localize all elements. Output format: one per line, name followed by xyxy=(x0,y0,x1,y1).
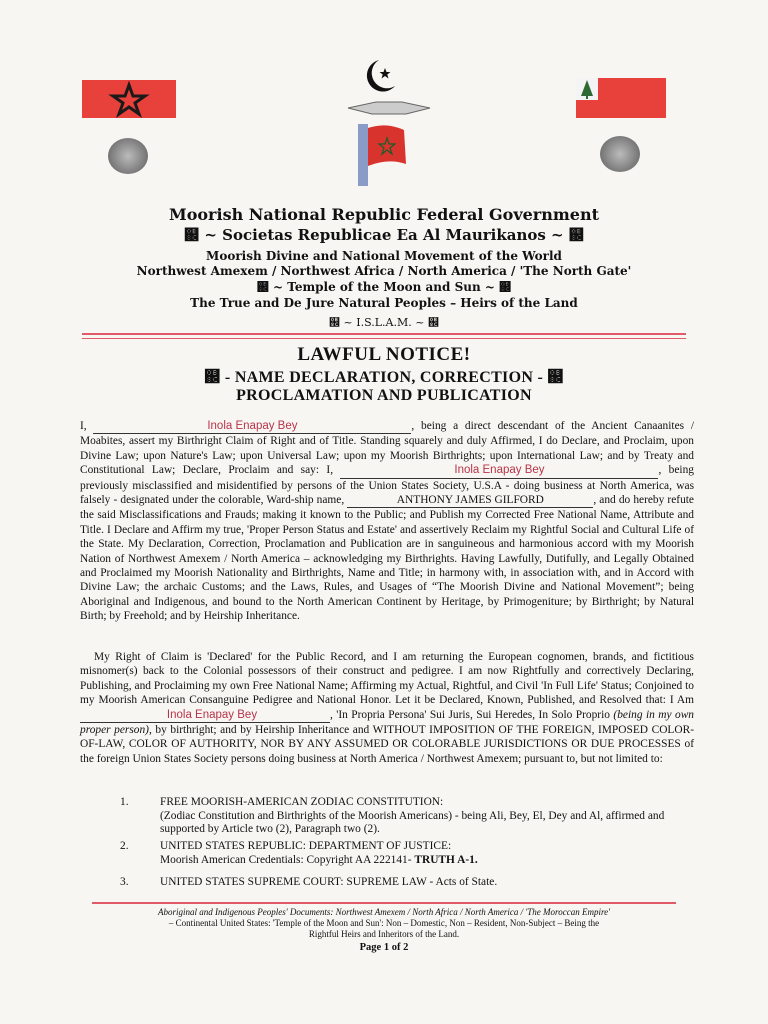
handshake-icon xyxy=(346,96,432,118)
list-heading: UNITED STATES SUPREME COURT: SUPREME LAW - Acts of State. xyxy=(160,876,498,888)
moroccan-flag-left xyxy=(82,80,176,118)
seal-right-icon xyxy=(600,136,640,172)
footer-divider xyxy=(92,902,676,904)
pine-tree-icon xyxy=(576,78,598,100)
text: I, xyxy=(326,464,334,477)
text: I, xyxy=(80,420,87,432)
header-line-3: Moorish Divine and National Movement of the World xyxy=(206,249,562,263)
notice-subtitle-2: PROCLAMATION AND PUBLICATION xyxy=(236,387,532,404)
header-divider-thin xyxy=(82,338,686,339)
header-line-1: Moorish National Republic Federal Government xyxy=(169,205,599,224)
footer-line-3 xyxy=(0,929,768,940)
text: , being previously misclassified and misidentified by persons of the Union States Society, U.S.A - doing business at North America, was falsely - designated under the colorable, Ward-ship name, xyxy=(80,464,694,507)
text: , and do hereby refute the said Misclassifications and Frauds; making it known to the Public; and Publish my Corrected Free National Name, Attribute and Title. I Declare and Affirm my true, 'Proper Person Status and Estate' and assertively Reclaim my Rightful Social and Cultural Life of the State. My Declaration, Correction, Proclamation and Publication are in sanguineous and harmonious accord with my Moorish Nation of Northwest Amexem / North America – acknowledging my Birthrights. Having Lawfully, Dutifully, and Legally Obtained and Proclaimed my Moorish Nationality and Birthrights, Name and Title; in harmony with, in association with, and in Accord with Divine Law; the archaic Customs; and the Laws, Rules, and Usages of “The Moorish Divine and National Movement”; being Aboriginal and Indigenous, and bound to the North American Continent by Heritage, by Primogeniture; by Birthright; by Natural Birth; by Freehold; and by Heirship Inheritance. xyxy=(80,494,694,623)
bold-text: TRUTH A-1. xyxy=(414,853,478,866)
list-detail: (Zodiac Constitution and Birthrights of the Moorish Americans) - being Ali, Bey, El, Dey and Al, affirmed and supported by Article two (2), Paragraph two (2). xyxy=(160,809,665,835)
filled-name-field: Inola Enapay Bey xyxy=(340,463,658,478)
crescent-star-icon xyxy=(355,56,401,96)
declaration-paragraph xyxy=(80,419,694,624)
wardship-name-field: ANTHONY JAMES GILFORD xyxy=(347,493,593,508)
footer-line-1 xyxy=(0,907,768,918)
list-heading: UNITED STATES REPUBLIC: DEPARTMENT OF JUSTICE: xyxy=(160,840,452,852)
list-number: 2. xyxy=(120,840,129,852)
filled-name-field: Inola Enapay Bey xyxy=(80,708,330,723)
notice-title: LAWFUL NOTICE! xyxy=(297,344,471,365)
text: Aboriginal and Indigenous Peoples' Documents: Northwest Amexem / North Africa / North America / 'The Moroccan Empire' xyxy=(157,907,611,917)
list-number: 1. xyxy=(120,796,129,808)
list-text xyxy=(160,876,680,890)
seal-left-icon xyxy=(108,138,148,174)
header-line-2: ஌ ~ Societas Republicae Ea Al Maurikanos ~ ஌ xyxy=(184,226,584,244)
header-line-5: ஌ ~ Temple of the Moon and Sun ~ ஌ xyxy=(256,280,512,294)
flag-canton xyxy=(576,78,598,100)
text: , being a direct descendant of the Ancient Canaanites / Moabites, assert my Birthright Claim of Right and of Title. Standing squarely and duly Affirmed, I do Declare, and Proclaim, upon Divine Law; upon Nature's Law; upon Universal Law; upon my Moorish Birthrights; upon International Law; and by Treaty and Constitutional Law; Declare, Proclaim and say: xyxy=(80,420,694,477)
notice-subtitle-1: ஌ - NAME DECLARATION, CORRECTION - ஌ xyxy=(204,369,564,386)
list-number: 3. xyxy=(120,876,129,888)
text: Rightful Heirs and Inheritors of the Land. xyxy=(308,929,460,939)
page-number: Page 1 of 2 xyxy=(359,942,409,953)
right-of-claim-paragraph xyxy=(80,650,694,766)
text: My Right of Claim is 'Declared' for the Public Record, and I am returning the European cognomen, brands, and fictitious misnomer(s) back to the Colonial possessors of their construct and pedigree. I am now Rightfully and correctively Declaring, Publishing, and Proclaiming my own Free National Name; Affirming my Actual, Rightful, and Civil 'In Full Life' Status; Conjoined to my Moorish American Consanguine Pedigree and National Honor. Let it be Declared, Known, Published, and Resolved that: I Am xyxy=(80,651,694,707)
waving-flag-icon xyxy=(356,120,412,190)
text: Moorish American Credentials: Copyright AA 222141- xyxy=(160,853,415,866)
list-detail xyxy=(160,854,680,868)
authority-list xyxy=(120,796,680,896)
header-line-6: The True and De Jure Natural Peoples – Heirs of the Land xyxy=(190,296,578,310)
header-line-7: ஌ ~ I.S.L.A.M. ~ ஌ xyxy=(329,316,439,329)
header-line-4: Northwest Amexem / Northwest Africa / North America / 'The North Gate' xyxy=(136,264,632,278)
text: by birthright; and by Heirship Inheritance and WITHOUT IMPOSITION OF THE FOREIGN, IMPOSED COLOR-OF-LAW, COLOR OF AUTHORITY, NOR BY ANY ASSUMED OR COLORABLE JURISDICTIONS OR DUE PROCESSES of the foreign Union States Society persons doing business at North America / Northwest Amexem; pursuant to, but not limited to: xyxy=(80,724,694,765)
text: – Continental United States: 'Temple of the Moon and Sun': Non – Domestic, Non – Resident, Non-Subject – Being the xyxy=(168,918,600,928)
italic-text: (being in my own proper person), xyxy=(80,708,694,737)
list-text xyxy=(160,840,680,867)
list-heading: FREE MOORISH-AMERICAN ZODIAC CONSTITUTION: xyxy=(160,796,444,808)
list-text xyxy=(160,796,680,837)
footer-line-2 xyxy=(0,918,768,929)
flag-right xyxy=(576,78,666,118)
star-icon xyxy=(82,80,176,118)
filled-name-field: Inola Enapay Bey xyxy=(93,419,411,434)
header-divider xyxy=(82,333,686,335)
text: , 'In Propria Persona' Sui Juris, Sui Heredes, In Solo Proprio xyxy=(330,708,610,721)
